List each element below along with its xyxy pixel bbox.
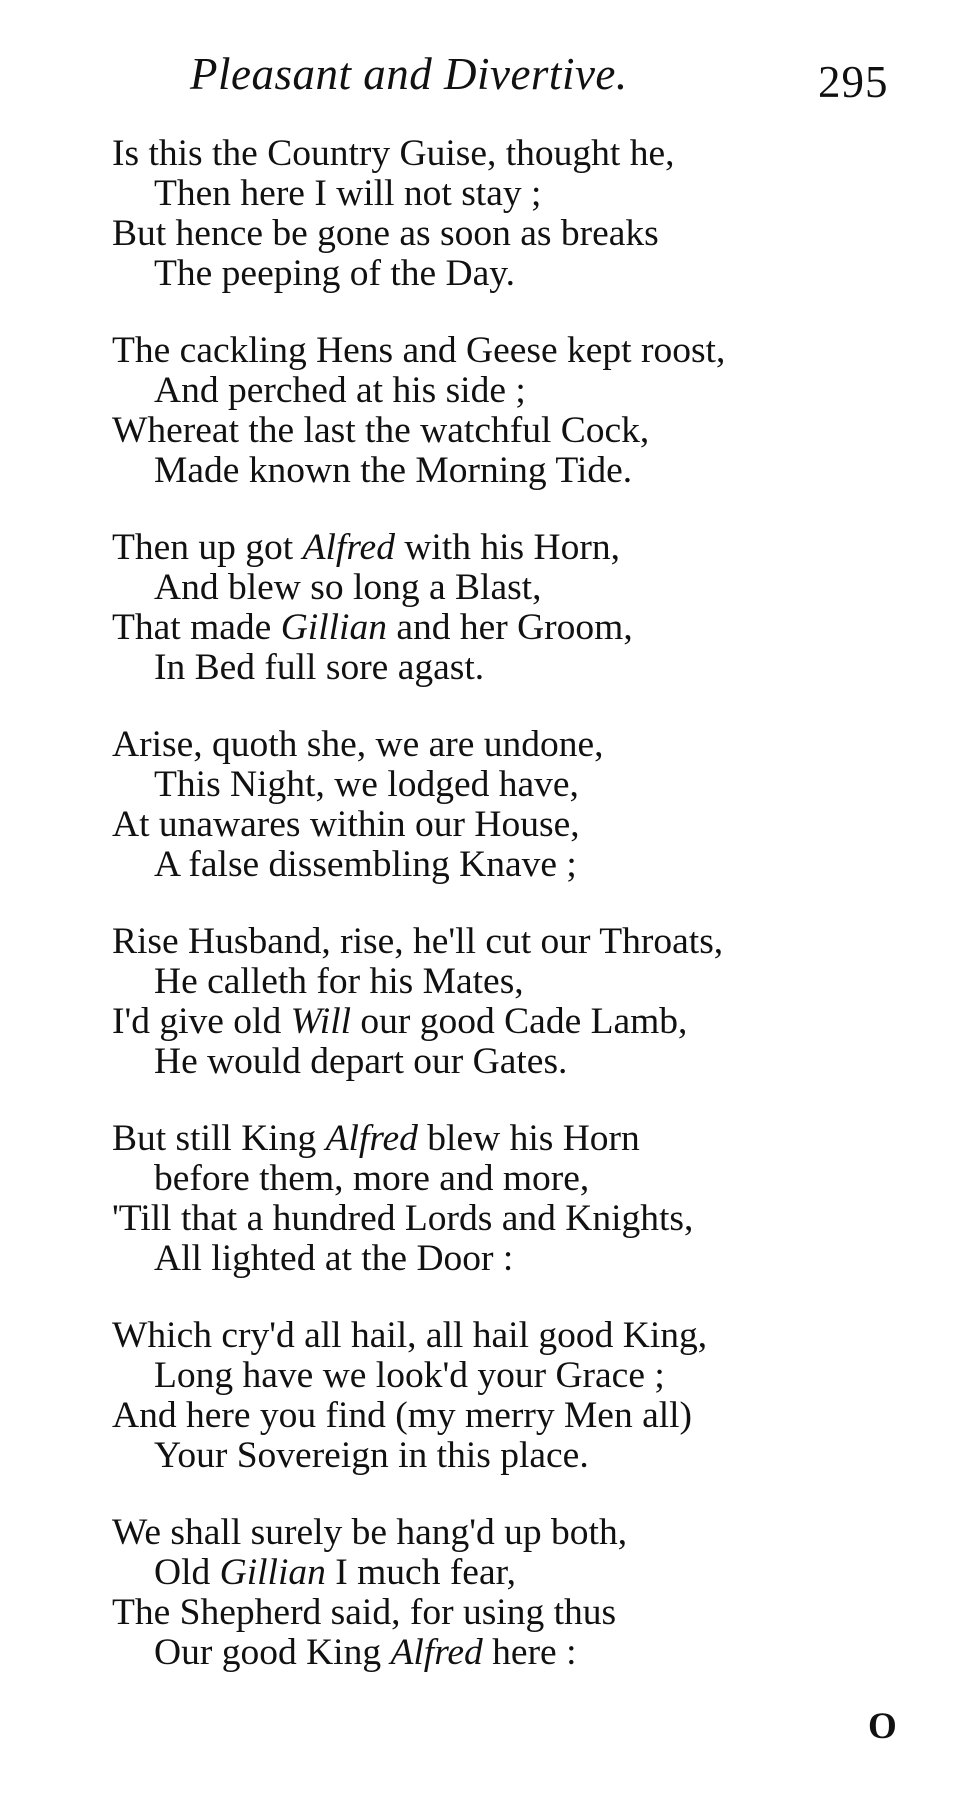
verse-text: our good Cade Lamb, [351, 1001, 688, 1042]
verse-line [112, 725, 952, 765]
verse-line [112, 134, 952, 174]
italic-name: Gillian [280, 607, 387, 648]
verse-line [112, 1593, 952, 1633]
stanza [112, 922, 952, 1082]
verse-line [112, 1002, 952, 1042]
verse-text: Then up got [112, 527, 303, 568]
italic-name: Alfred [390, 1632, 483, 1673]
verse-line [112, 1239, 952, 1279]
stanza [112, 1513, 952, 1673]
verse-text: And here you find (my merry Men all) [112, 1395, 693, 1436]
verse-line [112, 765, 952, 805]
verse-text: I much fear, [325, 1552, 516, 1593]
verse-text: And blew so long a Blast, [154, 567, 542, 608]
verse-line [112, 1119, 952, 1159]
verse-text: Is this the Country Guise, thought he, [112, 133, 675, 174]
verse-line [112, 451, 952, 491]
verse-text: He would depart our Gates. [154, 1041, 568, 1082]
verse-line [112, 528, 952, 568]
verse-text: Arise, quoth she, we are undone, [112, 724, 604, 765]
verse-line [112, 371, 952, 411]
verse-text: In Bed full sore agast. [154, 647, 485, 688]
verse-text: We shall surely be hang'd up both, [112, 1512, 628, 1553]
verse-line [112, 1396, 952, 1436]
verse-text: 'Till that a hundred Lords and Knights, [112, 1198, 694, 1239]
verse-text: Long have we look'd your Grace ; [154, 1355, 665, 1396]
verse-line [112, 648, 952, 688]
verse-line [112, 1513, 952, 1553]
verse-text: with his Horn, [394, 527, 620, 568]
page-number: 295 [818, 57, 889, 107]
verse-text: Which cry'd all hail, all hail good King, [112, 1315, 708, 1356]
verse-line [112, 1042, 952, 1082]
verse-line [112, 845, 952, 885]
verse-text: The Shepherd said, for using thus [112, 1592, 617, 1633]
verse-line [112, 1436, 952, 1476]
verse-line [112, 1356, 952, 1396]
verse-line [112, 922, 952, 962]
verse-text: Made known the Morning Tide. [154, 450, 633, 491]
verse-line [112, 805, 952, 845]
verse-line [112, 214, 952, 254]
verse-line [112, 608, 952, 648]
verse-text: The cackling Hens and Geese kept roost, [112, 330, 726, 371]
stanza [112, 528, 952, 688]
stanza [112, 331, 952, 491]
stanza [112, 1119, 952, 1279]
italic-name: Will [290, 1001, 352, 1042]
verse-text: All lighted at the Door : [154, 1238, 514, 1279]
verse-line [112, 568, 952, 608]
verse-text: here : [482, 1632, 577, 1673]
signature-mark: O [868, 1706, 897, 1747]
verse-line [112, 411, 952, 451]
verse-line [112, 962, 952, 1002]
verse-text: That made [112, 607, 281, 648]
verse-text: Whereat the last the watchful Cock, [112, 410, 650, 451]
verse-text: This Night, we lodged have, [154, 764, 579, 805]
verse-text: But still King [112, 1118, 326, 1159]
verse-text: before them, more and more, [154, 1158, 590, 1199]
verse-text: and her Groom, [386, 607, 633, 648]
running-title: Pleasant and Divertive. [190, 49, 628, 99]
verse-text: Our good King [154, 1632, 391, 1673]
italic-name: Alfred [325, 1118, 418, 1159]
verse-text: Then here I will not stay ; [154, 173, 542, 214]
stanza [112, 134, 952, 294]
verse-line [112, 331, 952, 371]
verse-text: blew his Horn [417, 1118, 640, 1159]
italic-name: Gillian [219, 1552, 326, 1593]
verse-text: The peeping of the Day. [154, 253, 515, 294]
verse-text: At unawares within our House, [112, 804, 580, 845]
poem-body [112, 134, 952, 1710]
verse-text: I'd give old [112, 1001, 291, 1042]
verse-text: Rise Husband, rise, he'll cut our Throats, [112, 921, 724, 962]
verse-line [112, 1159, 952, 1199]
verse-text: A false dissembling Knave ; [154, 844, 577, 885]
stanza [112, 725, 952, 885]
verse-text: Old [154, 1552, 220, 1593]
verse-line [112, 254, 952, 294]
verse-text: And perched at his side ; [154, 370, 526, 411]
verse-line [112, 1316, 952, 1356]
stanza [112, 1316, 952, 1476]
verse-text: But hence be gone as soon as breaks [112, 213, 659, 254]
italic-name: Alfred [302, 527, 395, 568]
verse-line [112, 1553, 952, 1593]
verse-text: He calleth for his Mates, [154, 961, 524, 1002]
verse-line [112, 1633, 952, 1673]
verse-text: Your Sovereign in this place. [154, 1435, 589, 1476]
verse-line [112, 1199, 952, 1239]
verse-line [112, 174, 952, 214]
